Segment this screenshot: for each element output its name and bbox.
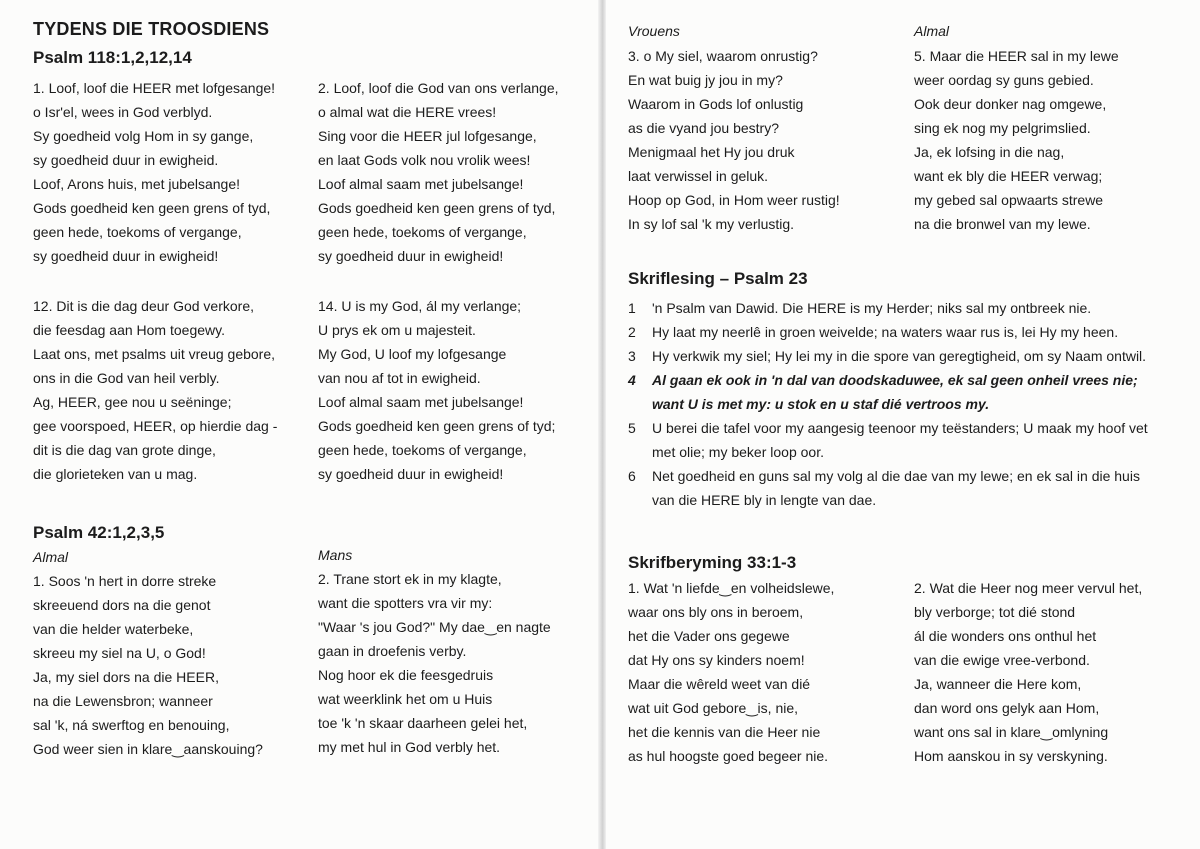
verse-text: Al gaan ek ook in 'n dal van doodskaduwee, ek sal geen onheil vrees nie; [652, 372, 1138, 388]
verse-line: wat uit God gebore‿is, nie, [628, 700, 799, 716]
verse-line: laat verwissel in geluk. [628, 168, 769, 184]
verse-line: van nou af tot in ewigheid. [318, 370, 481, 386]
psalm118-verse14 [318, 294, 555, 486]
psalm42-verse2 [318, 567, 551, 759]
verse-line: Sing voor die HEER jul lofgesange, [318, 128, 537, 144]
verse-text: van die HERE bly in lengte van dae. [652, 492, 877, 508]
skrifberyming-verse2 [914, 576, 1142, 768]
verse-line: Laat ons, met psalms uit vreug gebore, [33, 346, 276, 362]
verse-line: 2. Loof, loof die God van ons verlange, [318, 80, 559, 96]
verse-number: 1 [628, 300, 636, 316]
verse-line: Hom aanskou in sy verskyning. [914, 748, 1108, 764]
verse-line: sal 'k, ná swerftog en benouing, [33, 717, 230, 733]
verse-line: my met hul in God verbly het. [318, 739, 501, 755]
verse-text: Hy laat my neerlê in groen weivelde; na waters waar rus is, lei Hy my heen. [652, 324, 1119, 340]
psalm42-verse3-label: Vrouens [628, 23, 680, 39]
verse-line: as die vyand jou bestry? [628, 120, 779, 136]
verse-line: Waarom in Gods lof onlustig [628, 96, 804, 112]
section-title: TYDENS DIE TROOSDIENS [33, 19, 270, 39]
verse-line: 1. Wat 'n liefde‿en volheidslewe, [628, 580, 835, 596]
verse-text: Hy verkwik my siel; Hy lei my in die spore van geregtigheid, om sy Naam ontwil. [652, 348, 1147, 364]
verse-line: geen hede, toekoms of vergange, [318, 224, 527, 240]
scripture-verse [628, 344, 1148, 368]
verse-line: God weer sien in klare‿aanskouing? [33, 741, 263, 757]
verse-line: toe 'k 'n skaar daarheen gelei het, [318, 715, 528, 731]
verse-text: Net goedheid en guns sal my volg al die dae van my lewe; en ek sal in die huis [652, 468, 1140, 484]
verse-line: ál die wonders ons onthul het [914, 628, 1097, 644]
verse-line: 5. Maar die HEER sal in my lewe [914, 48, 1119, 64]
verse-line: gaan in droefenis verby. [318, 643, 467, 659]
psalm118-verse2 [318, 76, 559, 268]
scripture-verse [628, 320, 1148, 344]
verse-line: Ook deur donker nag omgewe, [914, 96, 1107, 112]
verse-number: 4 [628, 372, 636, 388]
verse-line: het die Vader ons gegewe [628, 628, 790, 644]
verse-line: sy goedheid duur in ewigheid! [318, 466, 504, 482]
skrifberyming-verse1 [628, 576, 834, 768]
verse-line: Loof, Arons huis, met jubelsange! [33, 176, 241, 192]
psalm42-verse5 [914, 44, 1119, 236]
verse-line: Hoop op God, in Hom weer rustig! [628, 192, 840, 208]
verse-line: wat weerklink het om u Huis [318, 691, 493, 707]
verse-line: Ja, wanneer die Here kom, [914, 676, 1082, 692]
scripture-verse [628, 296, 1148, 320]
verse-text: 'n Psalm van Dawid. Die HERE is my Herder; niks sal my ontbreek nie. [652, 300, 1092, 316]
scripture-reading [628, 296, 1148, 512]
verse-line: In sy lof sal 'k my verlustig. [628, 216, 795, 232]
verse-line: sy goedheid duur in ewigheid! [33, 248, 219, 264]
scripture-verse-highlighted [628, 368, 1148, 416]
verse-line: 1. Soos 'n hert in dorre streke [33, 573, 217, 589]
verse-line: Gods goedheid ken geen grens of tyd, [318, 200, 556, 216]
verse-line: skreeu my siel na U, o God! [33, 645, 206, 661]
verse-line: want ek bly die HEER verwag; [914, 168, 1103, 184]
verse-line: Loof almal saam met jubelsange! [318, 176, 524, 192]
verse-line: dat Hy ons sy kinders noem! [628, 652, 805, 668]
verse-line: skreeuend dors na die genot [33, 597, 211, 613]
verse-line: o almal wat die HERE vrees! [318, 104, 497, 120]
verse-line: Gods goedheid ken geen grens of tyd; [318, 418, 556, 434]
verse-line: Menigmaal het Hy jou druk [628, 144, 795, 160]
verse-line: sy goedheid duur in ewigheid! [318, 248, 504, 264]
psalm118-verse12 [33, 294, 277, 486]
verse-line: geen hede, toekoms of vergange, [33, 224, 242, 240]
verse-line: Loof almal saam met jubelsange! [318, 394, 524, 410]
verse-line: 12. Dit is die dag deur God verkore, [33, 298, 255, 314]
scripture-heading: Skriflesing – Psalm 23 [628, 269, 808, 288]
verse-line: Gods goedheid ken geen grens of tyd, [33, 200, 271, 216]
verse-line: na die Lewensbron; wanneer [33, 693, 213, 709]
verse-line: sing ek nog my pelgrimslied. [914, 120, 1091, 136]
psalm42-verse5-label: Almal [914, 23, 950, 39]
verse-line: 2. Trane stort ek in my klagte, [318, 571, 502, 587]
verse-line: die glorieteken van u mag. [33, 466, 198, 482]
verse-text: want U is met my: u stok en u staf dié vertroos my. [652, 396, 990, 412]
verse-line: Sy goedheid volg Hom in sy gange, [33, 128, 254, 144]
psalm42-verse1 [33, 569, 263, 761]
verse-line: van die ewige vree-verbond. [914, 652, 1090, 668]
psalm118-heading: Psalm 118:1,2,12,14 [33, 48, 192, 67]
psalm118-verse1 [33, 76, 275, 268]
verse-number: 6 [628, 468, 636, 484]
psalm42-verse3 [628, 44, 840, 236]
verse-line: want die spotters vra vir my: [318, 595, 493, 611]
verse-line: dan word ons gelyk aan Hom, [914, 700, 1100, 716]
verse-line: en laat Gods volk nou vrolik wees! [318, 152, 531, 168]
verse-line: as hul hoogste goed begeer nie. [628, 748, 829, 764]
verse-line: sy goedheid duur in ewigheid. [33, 152, 219, 168]
verse-line: die feesdag aan Hom toegewy. [33, 322, 225, 338]
scripture-verse [628, 416, 1148, 464]
verse-text: met olie; my beker loop oor. [652, 444, 824, 460]
verse-text: U berei die tafel voor my aangesig teenoor my teëstanders; U maak my hoof vet [652, 420, 1148, 436]
scripture-verse [628, 464, 1148, 512]
verse-line: Nog hoor ek die feesgedruis [318, 667, 494, 683]
verse-line: U prys ek om u majesteit. [318, 322, 476, 338]
verse-line: het die kennis van die Heer nie [628, 724, 821, 740]
psalm42-heading: Psalm 42:1,2,3,5 [33, 523, 165, 542]
verse-line: Ag, HEER, gee nou u seëninge; [33, 394, 232, 410]
verse-line: weer oordag sy guns gebied. [914, 72, 1094, 88]
verse-number: 5 [628, 420, 636, 436]
skrifberyming-heading: Skrifberyming 33:1-3 [628, 553, 797, 572]
verse-line: Ja, ek lofsing in die nag, [914, 144, 1065, 160]
verse-line: want ons sal in klare‿omlyning [914, 724, 1109, 740]
psalm42-verse1-label: Almal [33, 549, 69, 565]
verse-line: Ja, my siel dors na die HEER, [33, 669, 219, 685]
verse-line: 2. Wat die Heer nog meer vervul het, [914, 580, 1143, 596]
verse-line: 1. Loof, loof die HEER met lofgesange! [33, 80, 276, 96]
verse-line: dit is die dag van grote dinge, [33, 442, 216, 458]
verse-line: En wat buig jy jou in my? [628, 72, 783, 88]
verse-line: van die helder waterbeke, [33, 621, 194, 637]
verse-line: na die bronwel van my lewe. [914, 216, 1091, 232]
verse-line: o Isr'el, wees in God verblyd. [33, 104, 213, 120]
verse-line: "Waar 's jou God?" My dae‿en nagte [318, 619, 551, 635]
verse-line: bly verborge; tot dié stond [914, 604, 1076, 620]
verse-line: gee voorspoed, HEER, op hierdie dag - [33, 418, 278, 434]
verse-line: Maar die wêreld weet van dié [628, 676, 811, 692]
verse-line: 3. o My siel, waarom onrustig? [628, 48, 818, 64]
verse-line: waar ons bly ons in beroem, [628, 604, 804, 620]
psalm42-verse2-label: Mans [318, 547, 353, 563]
verse-number: 2 [628, 324, 636, 340]
verse-number: 3 [628, 348, 636, 364]
verse-line: 14. U is my God, ál my verlange; [318, 298, 522, 314]
verse-line: ons in die God van heil verbly. [33, 370, 220, 386]
verse-line: geen hede, toekoms of vergange, [318, 442, 527, 458]
page-fold [598, 0, 606, 849]
verse-line: My God, U loof my lofgesange [318, 346, 507, 362]
verse-line: my gebed sal opwaarts strewe [914, 192, 1104, 208]
